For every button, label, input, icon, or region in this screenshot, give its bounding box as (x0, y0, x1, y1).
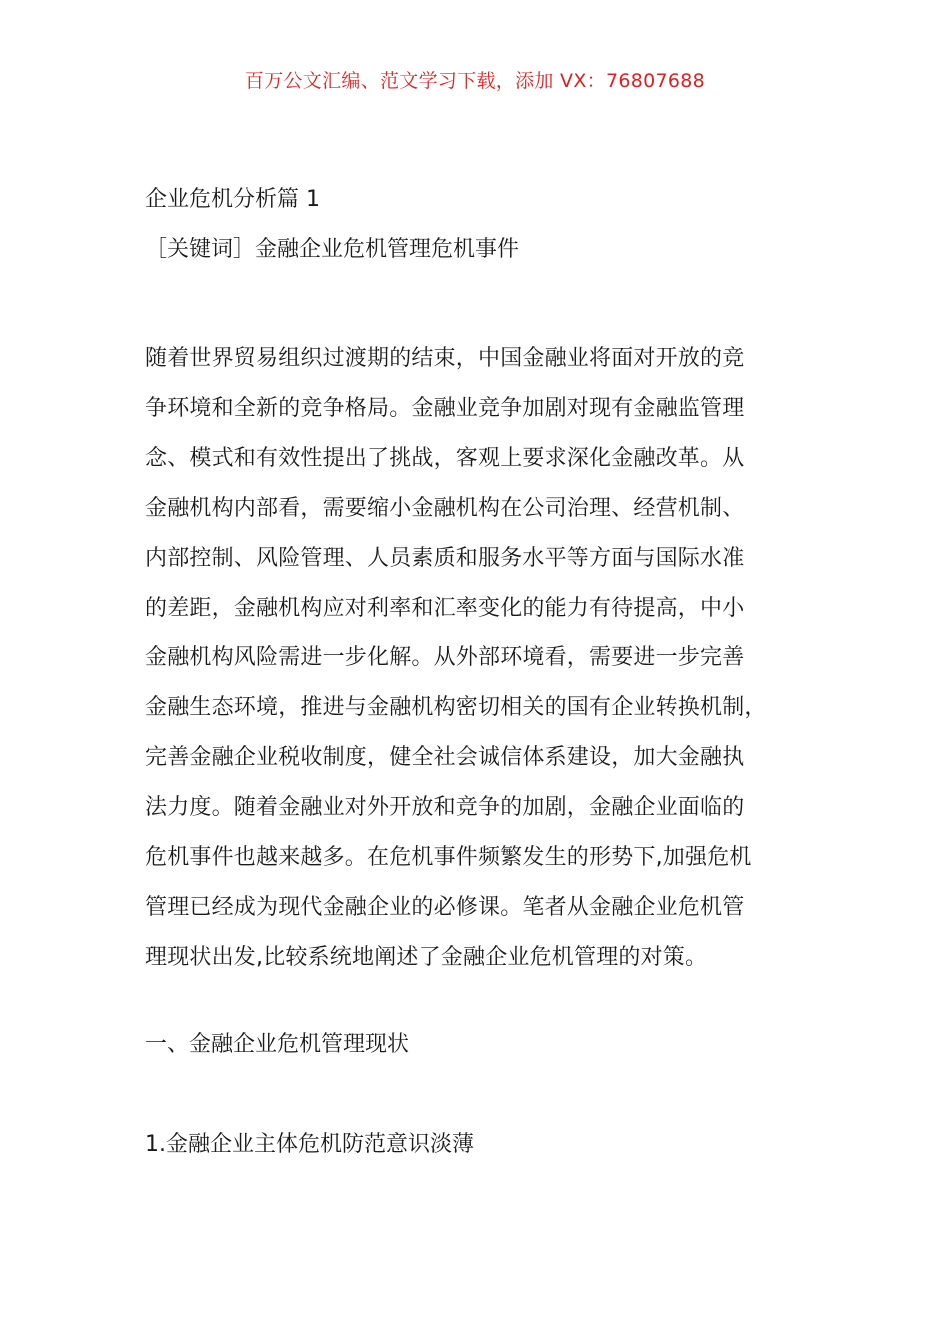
body-line: 理现状出发,比较系统地阐述了金融企业危机管理的对策。 (145, 944, 708, 970)
body-line: 念、模式和有效性提出了挑战，客观上要求深化金融改革。从 (145, 445, 745, 471)
document-title: 企业危机分析篇 1 (145, 187, 320, 212)
header-banner: 百万公文汇编、范文学习下载，添加 VX：76807688 (244, 70, 706, 92)
body-line: 随着世界贸易组织过渡期的结束，中国金融业将面对开放的竞 (145, 346, 745, 371)
body-line: 完善金融企业税收制度，健全社会诚信体系建设，加大金融执 (145, 745, 745, 771)
body-line: 法力度。随着金融业对外开放和竞争的加剧，金融企业面临的 (145, 795, 745, 821)
body-line: 管理已经成为现代金融企业的必修课。笔者从金融企业危机管 (145, 894, 745, 920)
body-paragraph (145, 334, 825, 983)
body-line: 金融生态环境，推进与金融机构密切相关的国有企业转换机制， (145, 695, 767, 721)
section-heading: 一、金融企业危机管理现状 (145, 1032, 410, 1057)
body-line: 争环境和全新的竞争格局。金融业竞争加剧对现有金融监管理 (145, 395, 745, 421)
body-line: 金融机构风险需进一步化解。从外部环境看，需要进一步完善 (145, 645, 745, 671)
keywords-line: ［关键词］金融企业危机管理危机事件 (145, 237, 520, 262)
body-line: 的差距，金融机构应对利率和汇率变化的能力有待提高，中小 (145, 595, 745, 621)
body-line: 金融机构内部看，需要缩小金融机构在公司治理、经营机制、 (145, 495, 745, 521)
subsection-heading: 1.金融企业主体危机防范意识淡薄 (145, 1132, 474, 1157)
body-line: 内部控制、风险管理、人员素质和服务水平等方面与国际水准 (145, 545, 745, 571)
body-line: 危机事件也越来越多。在危机事件频繁发生的形势下,加强危机 (145, 845, 752, 871)
